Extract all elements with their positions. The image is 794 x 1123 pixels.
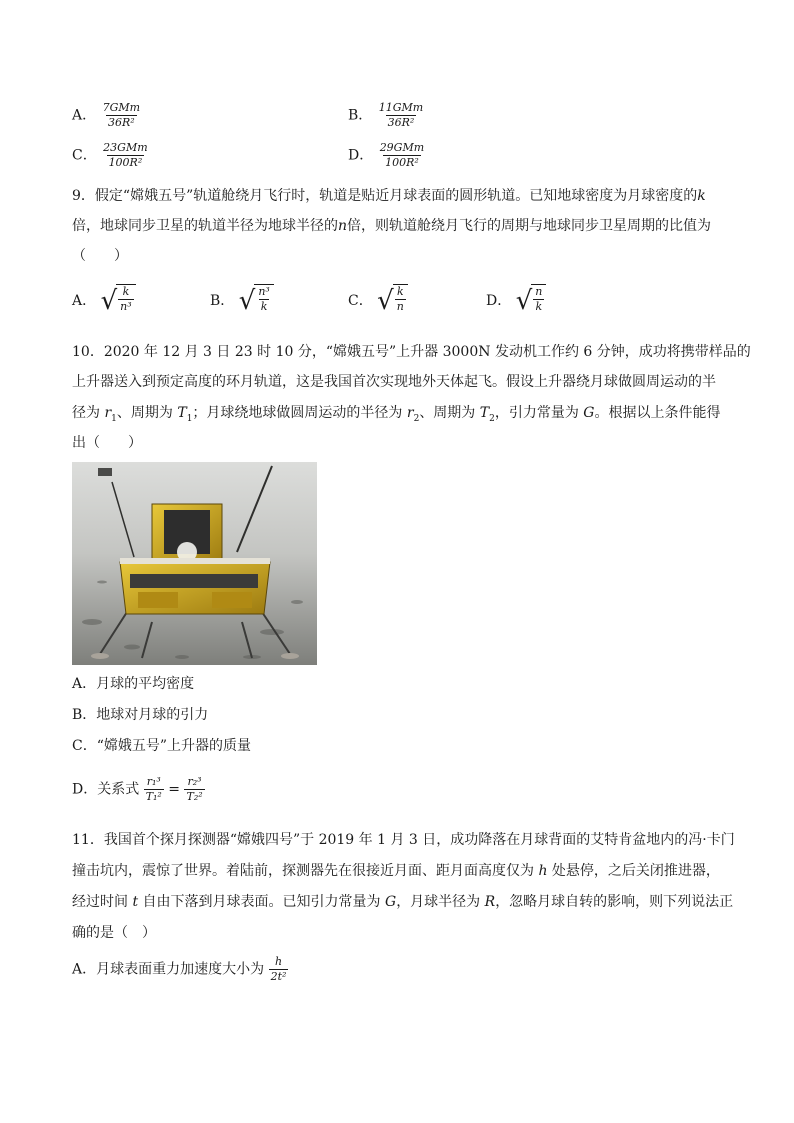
q9-stem-line-2: 倍，地球同步卫星的轨道半径为地球半径的n倍，则轨道舱绕月飞行的周期与地球同步卫星周期的比值为 xyxy=(72,218,712,234)
q11-stem-line-1: 11．我国首个探月探测器“嫦娥四号”于 2019 年 1 月 3 日，成功降落在月球背面的艾特肯盆地内的冯·卡门 xyxy=(72,832,735,848)
fraction: $\frac{h}{\text{2t²}}$ xyxy=(270,955,287,983)
q11-stem-line-3: 经过时间 t 自由下落到月球表面。已知引力常量为 G，月球半径为 R，忽略月球自转的影响，则下列说法正 xyxy=(72,894,734,910)
fraction: $\frac{\text{29GMm}}{\text{100R²}}$ xyxy=(379,141,425,169)
lander-photo xyxy=(72,462,317,665)
option-label: D． xyxy=(348,147,374,164)
q10-option-c: C．“嫦娥五号”上升器的质量 xyxy=(72,738,252,754)
option-label: A． xyxy=(72,107,97,124)
option-label: A． xyxy=(72,293,97,309)
sqrt: √ $\frac{k}{\text{n³}}$ xyxy=(101,284,136,318)
q9-option-a xyxy=(72,284,136,318)
fraction: $\frac{\text{r₁³}}{\text{T₁²}}$ xyxy=(145,775,162,803)
option-label: C． xyxy=(348,293,373,309)
q9-option-d xyxy=(486,284,546,318)
q10-option-a: A．月球的平均密度 xyxy=(72,676,195,692)
option-label: B． xyxy=(348,107,373,124)
q10-stem-line-1: 10．2020 年 12 月 3 日 23 时 10 分，“嫦娥五号”上升器 3000N 发动机工作约 6 分钟，成功将携带样品的 xyxy=(72,344,751,360)
option-label: C． xyxy=(72,147,97,164)
option-label: D． xyxy=(486,293,512,309)
q9-stem-line-1: 9．假定“嫦娥五号”轨道舱绕月飞行时，轨道是贴近月球表面的圆形轨道。已知地球密度为月球密度的k xyxy=(72,188,706,204)
q8-option-d xyxy=(348,142,426,169)
q8-option-a xyxy=(72,102,142,129)
q10-option-d: D．关系式 $\frac{\text{r₁³}}{\text{T₁²}}$ = $\frac{\text{r₂³}}{\text{T₂²}}$ xyxy=(72,775,203,803)
q10-stem-line-4: 出（ ） xyxy=(72,435,142,451)
fraction: $\frac{\text{23GMm}}{\text{100R²}}$ xyxy=(103,141,148,169)
sqrt: √ $\frac{n}{k}$ xyxy=(516,284,547,318)
fraction: $\frac{\text{7GMm}}{\text{36R²}}$ xyxy=(102,101,141,129)
sqrt: √ $\frac{\text{n³}}{k}$ xyxy=(239,284,274,318)
q10-stem-line-2: 上升器送入到预定高度的环月轨道，这是我国首次实现地外天体起飞。假设上升器绕月球做圆周运动的半 xyxy=(72,374,716,390)
q11-stem-line-2: 撞击坑内，震惊了世界。着陆前，探测器先在很接近月面、距月面高度仅为 h 处悬停，之后关闭推进器， xyxy=(72,863,720,879)
q10-option-b: B．地球对月球的引力 xyxy=(72,707,209,723)
q9-option-b xyxy=(210,284,274,318)
q9-option-c xyxy=(348,284,408,318)
fraction: $\frac{\text{r₂³}}{\text{T₂²}}$ xyxy=(186,775,203,803)
q9-answer-bracket: （ ） xyxy=(72,248,128,264)
q8-option-c xyxy=(72,142,150,169)
sqrt: √ $\frac{k}{n}$ xyxy=(377,284,408,318)
option-label: B． xyxy=(210,293,235,309)
q11-stem-line-4: 确的是（ ） xyxy=(72,925,156,941)
fraction: $\frac{\text{11GMm}}{\text{36R²}}$ xyxy=(378,101,424,129)
q8-option-b xyxy=(348,102,425,129)
q11-option-a: A．月球表面重力加速度大小为 $\frac{h}{\text{2t²}}$ xyxy=(72,955,287,983)
q10-stem-line-3: 径为 $r_1$、周期为 $T_1$；月球绕地球做圆周运动的半径为 $r_2$、周期为 $T_2$，引力常量为 G。根据以上条件能得 xyxy=(72,405,721,424)
